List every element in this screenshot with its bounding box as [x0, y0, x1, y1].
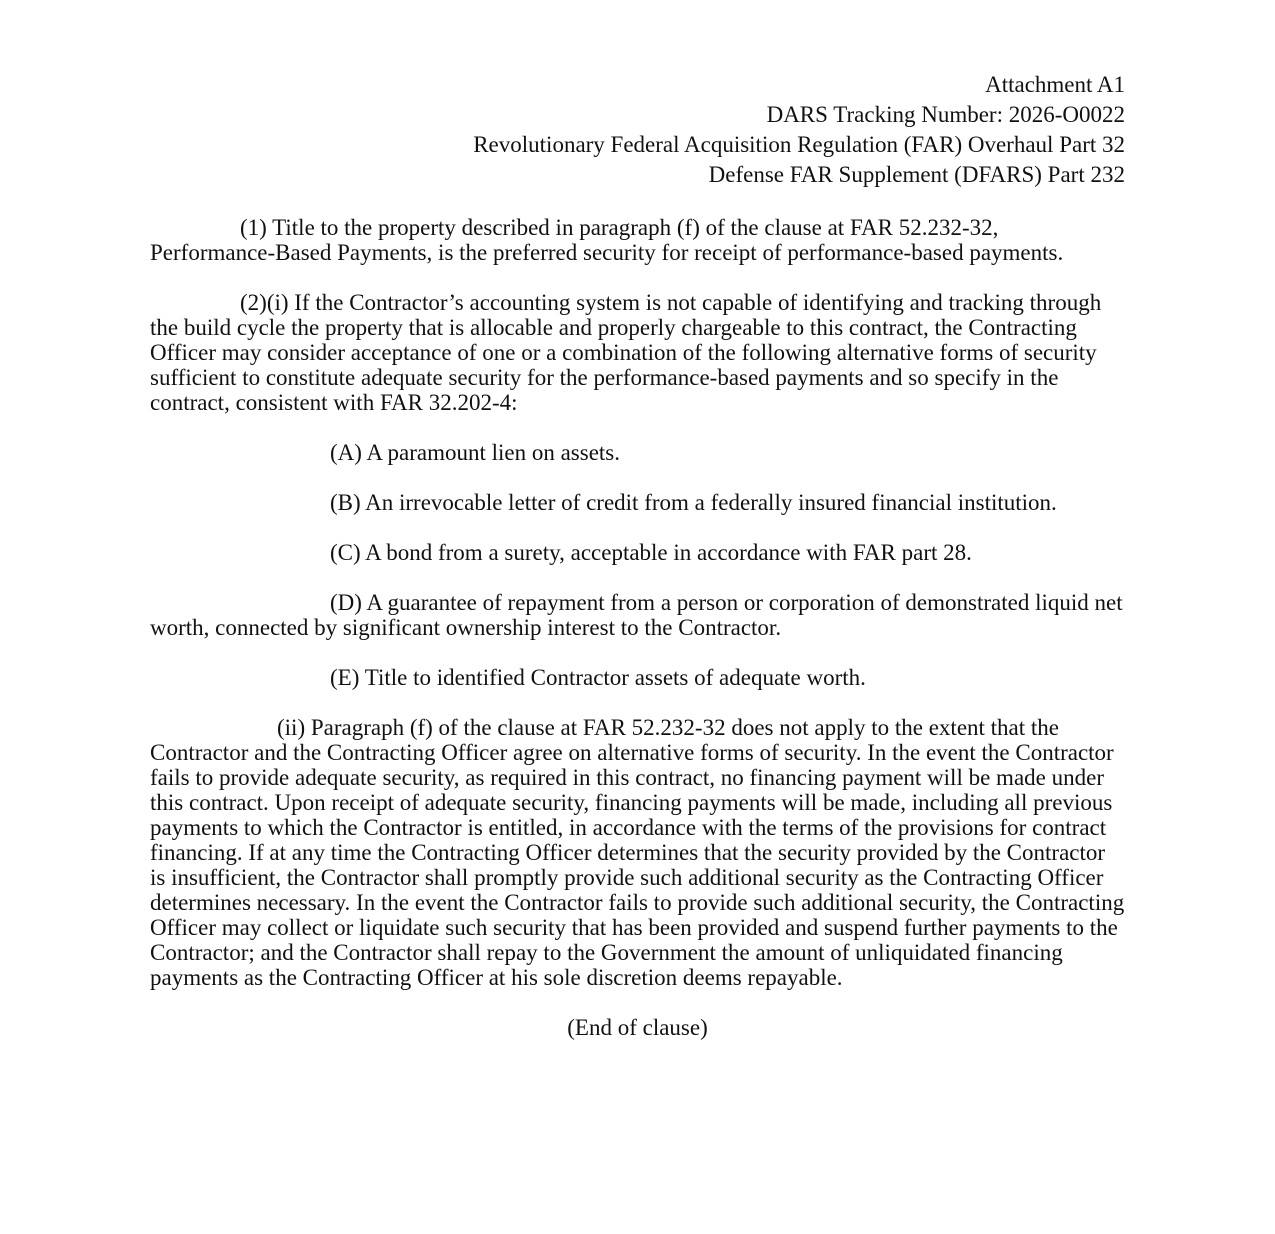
- document-header: [150, 70, 1125, 190]
- document-page: [150, 70, 1125, 1065]
- paragraph-c: (C) A bond from a surety, acceptable in accordance with FAR part 28.: [330, 540, 972, 565]
- end-of-clause: (End of clause): [567, 1015, 708, 1040]
- paragraph-a: (A) A paramount lien on assets.: [330, 440, 621, 465]
- paragraph-b: (B) An irrevocable letter of credit from a federally insured financial institution.: [330, 490, 1057, 515]
- paragraph-d: (D) A guarantee of repayment from a person or corporation of demonstrated liquid net worth, connected by significant ownership interest to the Contractor.: [150, 590, 1123, 640]
- paragraph-ii: (ii) Paragraph (f) of the clause at FAR 52.232-32 does not apply to the extent that the Contractor and the Contracting Officer agree on alternative forms of security. In the event the Contractor fails to provide adequate security, as required in this contract, no financing payment will be made under this contract. Upon receipt of adequate security, financing payments will be made, including all previous payments to which the Contractor is entitled, in accordance with the terms of the provisions for contract financing. If at any time the Contracting Officer determines that the security provided by the Contractor is insufficient, the Contractor shall promptly provide such additional security as the Contracting Officer determines necessary. In the event the Contractor fails to provide such additional security, the Contracting Officer may collect or liquidate such security that has been provided and suspend further payments to the Contractor; and the Contractor shall repay to the Government the amount of unliquidated financing payments as the Contracting Officer at his sole discretion deems repayable.: [150, 715, 1125, 990]
- far-part-title: Revolutionary Federal Acquisition Regulation (FAR) Overhaul Part 32: [473, 132, 1125, 157]
- attachment-label: Attachment A1: [985, 72, 1125, 97]
- dfars-part-title: Defense FAR Supplement (DFARS) Part 232: [708, 162, 1125, 187]
- tracking-number: DARS Tracking Number: 2026-O0022: [766, 102, 1125, 127]
- paragraph-e: (E) Title to identified Contractor assets of adequate worth.: [330, 665, 866, 690]
- paragraph-2-i: (2)(i) If the Contractor’s accounting system is not capable of identifying and tracking through the build cycle the property that is allocable and properly chargeable to this contract, the Contracting Officer may consider acceptance of one or a combination of the following alternative forms of security sufficient to constitute adequate security for the performance-based payments and so specify in the contract, consistent with FAR 32.202-4:: [150, 290, 1102, 415]
- paragraph-1: (1) Title to the property described in paragraph (f) of the clause at FAR 52.232-32, Performance-Based Payments, is the preferred security for receipt of performance-based payments.: [150, 215, 1064, 265]
